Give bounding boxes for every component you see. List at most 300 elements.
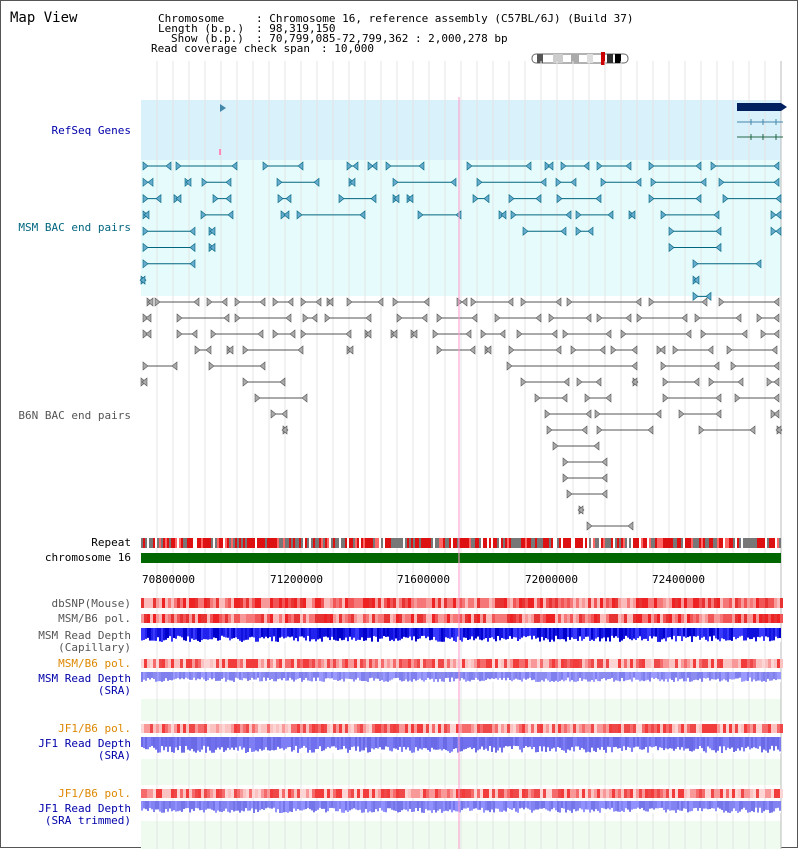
jf1-sra-depth-bar [259,737,261,749]
msm-sra-depth-bar [157,672,159,681]
msm-sra-depth-bar [321,672,323,682]
jf1-trimmed-depth-bar [721,801,723,810]
repeat-block [149,538,151,548]
msm-sra-depth-bar [577,672,579,681]
heat-cell [180,598,183,608]
msm-capillary-depth-bar [403,628,405,637]
msm-sra-depth-bar [305,672,307,678]
jf1-sra-depth-bar [291,737,293,752]
heat-cell [204,659,207,668]
heat-cell [522,614,525,623]
heat-cell [489,614,492,623]
heat-cell [264,614,267,623]
msm-capillary-depth-bar [217,628,219,641]
heat-cell [180,789,183,798]
repeat-block [641,538,643,548]
heat-cell [753,789,756,798]
heat-cell [294,724,297,733]
heat-cell [744,724,747,733]
repeat-block [493,538,495,548]
repeat-block [543,538,545,548]
heat-cell [171,598,174,608]
jf1-sra-depth-bar [237,737,239,751]
repeat-block [559,538,561,548]
repeat-block [479,538,481,548]
msm-sra-depth-bar [531,672,533,680]
jf1-trimmed-depth-bar [731,801,733,811]
repeat-block [503,538,505,548]
jf1-sra-depth-bar [249,737,251,748]
msm-sra-depth-bar [555,672,557,681]
heat-cell [594,598,597,608]
heat-cell [780,659,783,668]
heat-cell [273,659,276,668]
msm-sra-depth-bar [727,672,729,682]
repeat-block [411,538,413,548]
heat-cell [756,659,759,668]
jf1-trimmed-depth-bar [615,801,617,811]
msm-sra-depth-bar [329,672,331,678]
msm-sra-depth-bar [401,672,403,681]
heat-cell [750,659,753,668]
jf1-sra-depth-bar [693,737,695,751]
repeat-block [151,538,153,548]
msm-capillary-depth-bar [435,628,437,640]
heat-cell [390,789,393,798]
repeat-block [315,538,317,548]
jf1-sra-depth-bar [659,737,661,747]
msm-capillary-depth-bar [563,628,565,639]
heat-cell [333,614,336,623]
heat-cell [210,614,213,623]
jf1-sra-depth-bar [517,737,519,746]
msm-capillary-depth-bar [451,628,453,637]
repeat-block [461,538,463,548]
heat-cell [408,659,411,668]
jf1-trimmed-depth-bar [713,801,715,809]
jf1-trimmed-depth-bar [509,801,511,809]
jf1-trimmed-depth-bar [185,801,187,808]
jf1-trimmed-depth-bar [757,801,759,813]
heat-cell [309,789,312,798]
msm-capillary-depth-bar [489,628,491,638]
msm-sra-depth-bar [731,672,733,680]
msm-capillary-depth-bar [765,628,767,636]
msm-sra-depth-bar [363,672,365,681]
heat-cell [579,659,582,668]
msm-sra-depth-bar [437,672,439,682]
heat-cell [402,789,405,798]
msm-capillary-depth-bar [719,628,721,641]
jf1-trimmed-depth-bar [767,801,769,810]
jf1-trimmed-depth-bar [601,801,603,808]
heat-cell [189,659,192,668]
repeat-block [253,538,255,548]
msm-capillary-depth-bar [363,628,365,641]
repeat-block [427,538,429,548]
jf1-trimmed-depth-bar [283,801,285,812]
heat-cell [693,724,696,733]
msm-capillary-depth-bar [627,628,629,638]
jf1-trimmed-depth-bar [469,801,471,811]
heat-cell [702,659,705,668]
heat-cell [282,598,285,608]
jf1-sra-depth-bar [349,737,351,750]
heat-cell [336,789,339,798]
jf1-sra-depth-bar [697,737,699,749]
heat-cell [444,659,447,668]
jf1-sra-depth-bar [765,737,767,751]
heat-cell [258,614,261,623]
jf1-trimmed-depth-bar [741,801,743,809]
msm-sra-depth-bar [203,672,205,679]
heat-cell [528,614,531,623]
heat-cell [315,659,318,668]
jf1-sra-depth-bar [185,737,187,746]
msm-sra-depth-bar [483,672,485,681]
jf1-trimmed-depth-bar [607,801,609,808]
heat-cell [429,598,432,608]
jf1-trimmed-depth-bar [487,801,489,810]
msm-sra-depth-bar [303,672,305,680]
repeat-block [357,538,359,548]
heat-cell [672,614,675,623]
jf1-trimmed-depth-bar [659,801,661,808]
heat-cell [744,789,747,798]
heat-cell [372,598,375,608]
jf1-sra-depth-bar [403,737,405,747]
heat-cell [249,724,252,733]
repeat-block [295,538,297,548]
heat-cell [162,659,165,668]
msm-capillary-depth-bar [555,628,557,636]
heat-cell [159,724,162,733]
repeat-block [337,538,339,548]
msm-sra-depth-bar [369,672,371,678]
heat-cell [555,724,558,733]
msm-sra-depth-bar [153,672,155,679]
msm-capillary-depth-bar [769,628,771,641]
heat-cell [564,614,567,623]
msm-sra-depth-bar [315,672,317,681]
jf1-trimmed-depth-bar [643,801,645,810]
heat-cell [516,724,519,733]
heat-cell [480,789,483,798]
heat-cell [567,598,570,608]
jf1-trimmed-depth-bar [401,801,403,810]
repeat-block [623,538,625,548]
axis-tick-label: 72000000 [525,573,578,586]
heat-cell [180,614,183,623]
heat-cell [318,659,321,668]
heat-cell [237,659,240,668]
msm-sra-depth-bar [257,672,259,678]
heat-cell [393,659,396,668]
jf1-trimmed-depth-bar [201,801,203,810]
heat-cell [378,614,381,623]
heat-cell [627,614,630,623]
msm-capillary-depth-bar [399,628,401,640]
heat-cell [600,724,603,733]
msm-capillary-depth-bar [665,628,667,641]
jf1-sra-depth-bar [411,737,413,753]
heat-cell [558,598,561,608]
heat-cell [597,724,600,733]
msm-sra-depth-bar [757,672,759,681]
heat-cell [492,724,495,733]
msm-capillary-depth-bar [199,628,201,642]
jf1-trimmed-depth-bar [587,801,589,810]
msm-sra-depth-bar [395,672,397,678]
jf1-trimmed-depth-bar [697,801,699,811]
jf1-sra-depth-bar [315,737,317,749]
msm-capillary-depth-bar [315,628,317,641]
heat-cell [531,614,534,623]
label-jf1-b6-pol-trimmed: JF1/B6 pol. [58,787,131,800]
heat-cell [177,614,180,623]
jf1-sra-depth-bar [561,737,563,750]
msm-sra-depth-bar [293,672,295,682]
heat-cell [243,724,246,733]
jf1-sra-depth-bar [287,737,289,747]
heat-cell [720,598,723,608]
jf1-trimmed-depth-bar [779,801,781,811]
jf1-sra-depth-bar [449,737,451,753]
heat-cell [351,598,354,608]
jf1-trimmed-depth-bar [159,801,161,812]
jf1-sra-depth-bar [671,737,673,749]
heat-cell [426,659,429,668]
repeat-block [221,538,223,548]
msm-sra-depth-bar [351,672,353,679]
jf1-trimmed-depth-bar [209,801,211,809]
repeat-track[interactable] [141,538,781,548]
repeat-block [185,538,187,548]
msm-sra-depth-bar [759,672,761,681]
msm-capillary-depth-bar [615,628,617,636]
jf1-trimmed-depth-bar [673,801,675,810]
heat-cell [603,659,606,668]
heat-cell [417,724,420,733]
heat-cell [495,598,498,608]
msm-capillary-depth-bar [463,628,465,637]
heat-cell [534,614,537,623]
heat-cell [279,659,282,668]
heat-cell [243,598,246,608]
heat-cell [288,598,291,608]
heat-cell [231,724,234,733]
heat-cell [375,598,378,608]
msm-sra-depth-bar [583,672,585,679]
heat-cell [177,724,180,733]
heat-cell [483,789,486,798]
heat-cell [246,614,249,623]
jf1-trimmed-depth-bar [453,801,455,810]
jf1-sra-depth-bar [495,737,497,753]
jf1-sra-depth-bar [183,737,185,753]
heat-cell [507,614,510,623]
heat-cell [420,598,423,608]
heat-cell [315,598,318,608]
heat-cell [780,614,783,623]
heat-cell [684,598,687,608]
jf1-sra-depth-bar [619,737,621,748]
repeat-block [593,538,595,548]
heat-cell [444,614,447,623]
heat-cell [414,724,417,733]
msm-sra-depth-bar [375,672,377,679]
heat-cell [768,614,771,623]
heat-cell [168,659,171,668]
msm-capillary-depth-bar [777,628,779,638]
heat-cell [276,598,279,608]
heat-cell [198,659,201,668]
msm-sra-depth-bar [629,672,631,680]
heat-cell [732,789,735,798]
heat-cell [552,724,555,733]
jf1-trimmed-depth-bar [575,801,577,811]
repeat-block [415,538,417,548]
heat-cell [198,789,201,798]
heat-cell [729,724,732,733]
heat-cell [387,659,390,668]
heat-cell [399,598,402,608]
heat-cell [489,598,492,608]
msm-sra-depth-bar [709,672,711,681]
jf1-trimmed-depth-bar [745,801,747,810]
msm-sra-depth-bar [627,672,629,680]
msm-capillary-depth-bar [171,628,173,642]
msm-sra-depth-bar [703,672,705,678]
jf1-trimmed-depth-bar [613,801,615,812]
heat-cell [708,614,711,623]
msm-sra-depth-bar [771,672,773,681]
heat-cell [429,614,432,623]
msm-capillary-depth-bar [257,628,259,642]
msm-sra-depth-bar [485,672,487,680]
jf1-trimmed-depth-bar [617,801,619,812]
repeat-block [733,538,735,548]
jf1-sra-depth-bar [485,737,487,749]
repeat-block [753,538,755,548]
heat-cell [186,724,189,733]
jf1-sra-depth-bar [245,737,247,753]
jf1-sra-depth-bar [311,737,313,753]
msm-sra-depth-bar [601,672,603,679]
heat-cell [657,614,660,623]
msm-capillary-depth-bar [211,628,213,639]
jf1-sra-depth-bar [711,737,713,750]
msm-sra-depth-bar [399,672,401,680]
msm-sra-depth-bar [149,672,151,680]
repeat-block [549,538,551,548]
heat-cell [480,724,483,733]
gene-block [737,103,781,111]
msm-capillary-depth-bar [445,628,447,637]
msm-sra-depth-bar [513,672,515,680]
heat-cell [672,724,675,733]
jf1-trimmed-depth-bar [649,801,651,809]
heat-cell [534,724,537,733]
heat-cell [759,659,762,668]
heat-cell [303,598,306,608]
chromosome-ideogram[interactable] [532,52,628,65]
repeat-block [155,538,157,548]
msm-sra-depth-bar [525,672,527,680]
msm-sra-depth-bar [413,672,415,679]
heat-cell [501,724,504,733]
heat-cell [732,659,735,668]
jf1-sra-depth-bar [305,737,307,748]
heat-cell [591,659,594,668]
label-msm-depth-sra: MSM Read Depth [38,672,131,685]
msm-capillary-depth-bar [329,628,331,640]
msm-capillary-depth-bar [603,628,605,637]
msm-capillary-depth-bar [177,628,179,636]
heat-cell [753,598,756,608]
msm-capillary-depth-bar [377,628,379,642]
heat-cell [228,724,231,733]
jf1-sra-depth-bar [211,737,213,753]
heat-cell [435,614,438,623]
repeat-block [419,538,421,548]
repeat-block [683,538,685,548]
msm-sra-depth-bar [427,672,429,678]
heat-cell [465,598,468,608]
heat-cell [312,614,315,623]
repeat-block [615,538,617,548]
heat-cell [612,598,615,608]
repeat-block [305,538,307,548]
repeat-block [471,538,473,548]
jf1-sra-depth-bar [515,737,517,746]
heat-cell [216,614,219,623]
repeat-block [595,538,597,548]
heat-cell [282,789,285,798]
jf1-trimmed-depth-bar [521,801,523,808]
heat-cell [261,614,264,623]
heat-cell [702,614,705,623]
jf1-sra-depth-bar [683,737,685,751]
jf1-trimmed-depth-bar [389,801,391,808]
heat-cell [645,598,648,608]
heat-cell [288,614,291,623]
msm-sra-depth-bar [239,672,241,680]
heat-cell [351,724,354,733]
jf1-trimmed-depth-bar [661,801,663,808]
jf1-sra-depth-bar [335,737,337,748]
msm-capillary-depth-bar [167,628,169,638]
jf1-trimmed-depth-bar [413,801,415,812]
jf1-trimmed-depth-bar [311,801,313,810]
heat-cell [408,724,411,733]
repeat-block [603,538,605,548]
repeat-block [545,538,547,548]
repeat-block [735,538,737,548]
heat-cell [681,724,684,733]
jf1-trimmed-depth-bar [557,801,559,812]
jf1-trimmed-depth-bar [375,801,377,809]
msm-sra-depth-bar [735,672,737,679]
msm-capillary-depth-bar [631,628,633,640]
jf1-trimmed-depth-bar [627,801,629,810]
msm-capillary-depth-bar [437,628,439,642]
heat-cell [762,614,765,623]
repeat-block [215,538,217,548]
jf1-sra-depth-bar [345,737,347,749]
heat-cell [759,724,762,733]
msm-sra-depth-bar [613,672,615,682]
